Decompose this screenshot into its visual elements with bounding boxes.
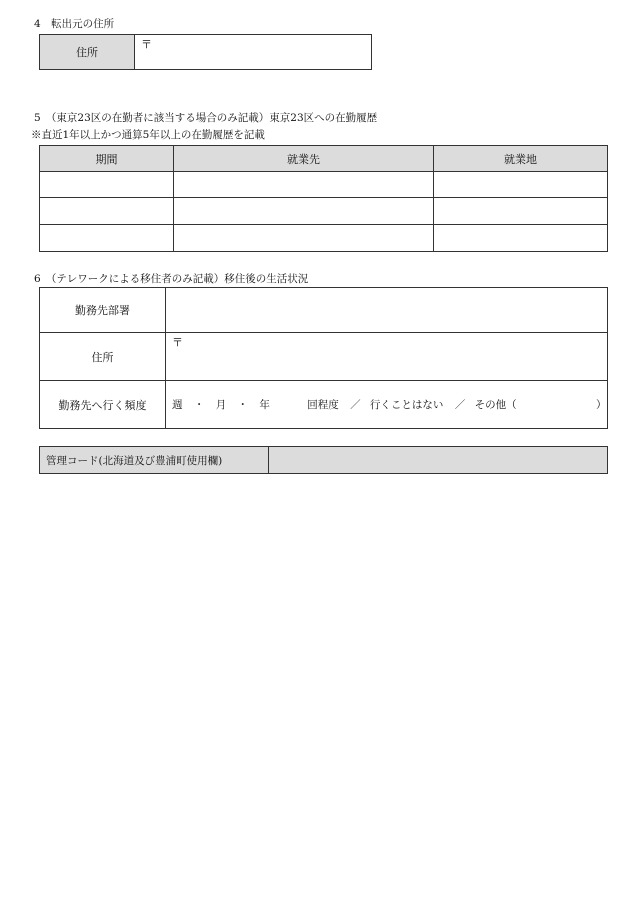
freq-close-paren: ） [595,399,607,411]
period-cell[interactable] [40,198,174,225]
section5-heading: 5 （東京23区の在勤者に該当する場合のみ記載）東京23区への在勤履歴 [34,112,378,124]
section6-address-label: 住所 [40,333,166,381]
section5-note: ※直近1年以上かつ通算5年以上の在勤履歴を記載 [31,129,265,141]
freq-times: 回程度 [307,399,339,411]
table-row [40,198,608,225]
employer-cell[interactable] [174,225,434,252]
management-code-label: 管理コード(北海道及び豊浦町使用欄) [40,447,269,474]
management-code-field [269,447,608,474]
employer-cell[interactable] [174,198,434,225]
workplace-cell[interactable] [434,172,608,198]
section5-history-table [39,145,608,252]
section6-lifestyle-table [39,287,608,429]
dept-field[interactable] [166,288,608,333]
freq-month: 月 [215,399,227,411]
table-row [40,225,608,252]
section4-heading: 4 転出元の住所 [34,18,115,30]
postal-mark: 〒 [172,336,183,349]
freq-dot: ・ [193,399,205,411]
section6-heading: 6 （テレワークによる移住者のみ記載）移住後の生活状況 [34,273,309,285]
workplace-cell[interactable] [434,225,608,252]
postal-mark: 〒 [141,38,152,51]
management-code-table [39,446,608,474]
freq-year: 年 [259,399,270,411]
freq-week: 週 [172,399,183,411]
section4-address-label: 住所 [40,35,135,70]
freq-never: 行くことはない [369,399,444,411]
section4-address-field[interactable] [135,35,372,70]
column-workplace: 就業地 [434,146,608,172]
period-cell[interactable] [40,225,174,252]
employer-cell[interactable] [174,172,434,198]
column-period: 期間 [40,146,174,172]
table-row [40,172,608,198]
frequency-field[interactable] [166,381,608,429]
freq-other: その他（ [474,399,517,411]
period-cell[interactable] [40,172,174,198]
freq-slash: ／ [350,399,361,411]
section6-address-field[interactable] [166,333,608,381]
frequency-label: 勤務先へ行く頻度 [40,381,166,429]
freq-slash: ／ [454,399,466,411]
workplace-cell[interactable] [434,198,608,225]
freq-dot: ・ [237,399,249,411]
dept-label: 勤務先部署 [40,288,166,333]
section4-address-table [39,34,372,70]
column-employer: 就業先 [174,146,434,172]
